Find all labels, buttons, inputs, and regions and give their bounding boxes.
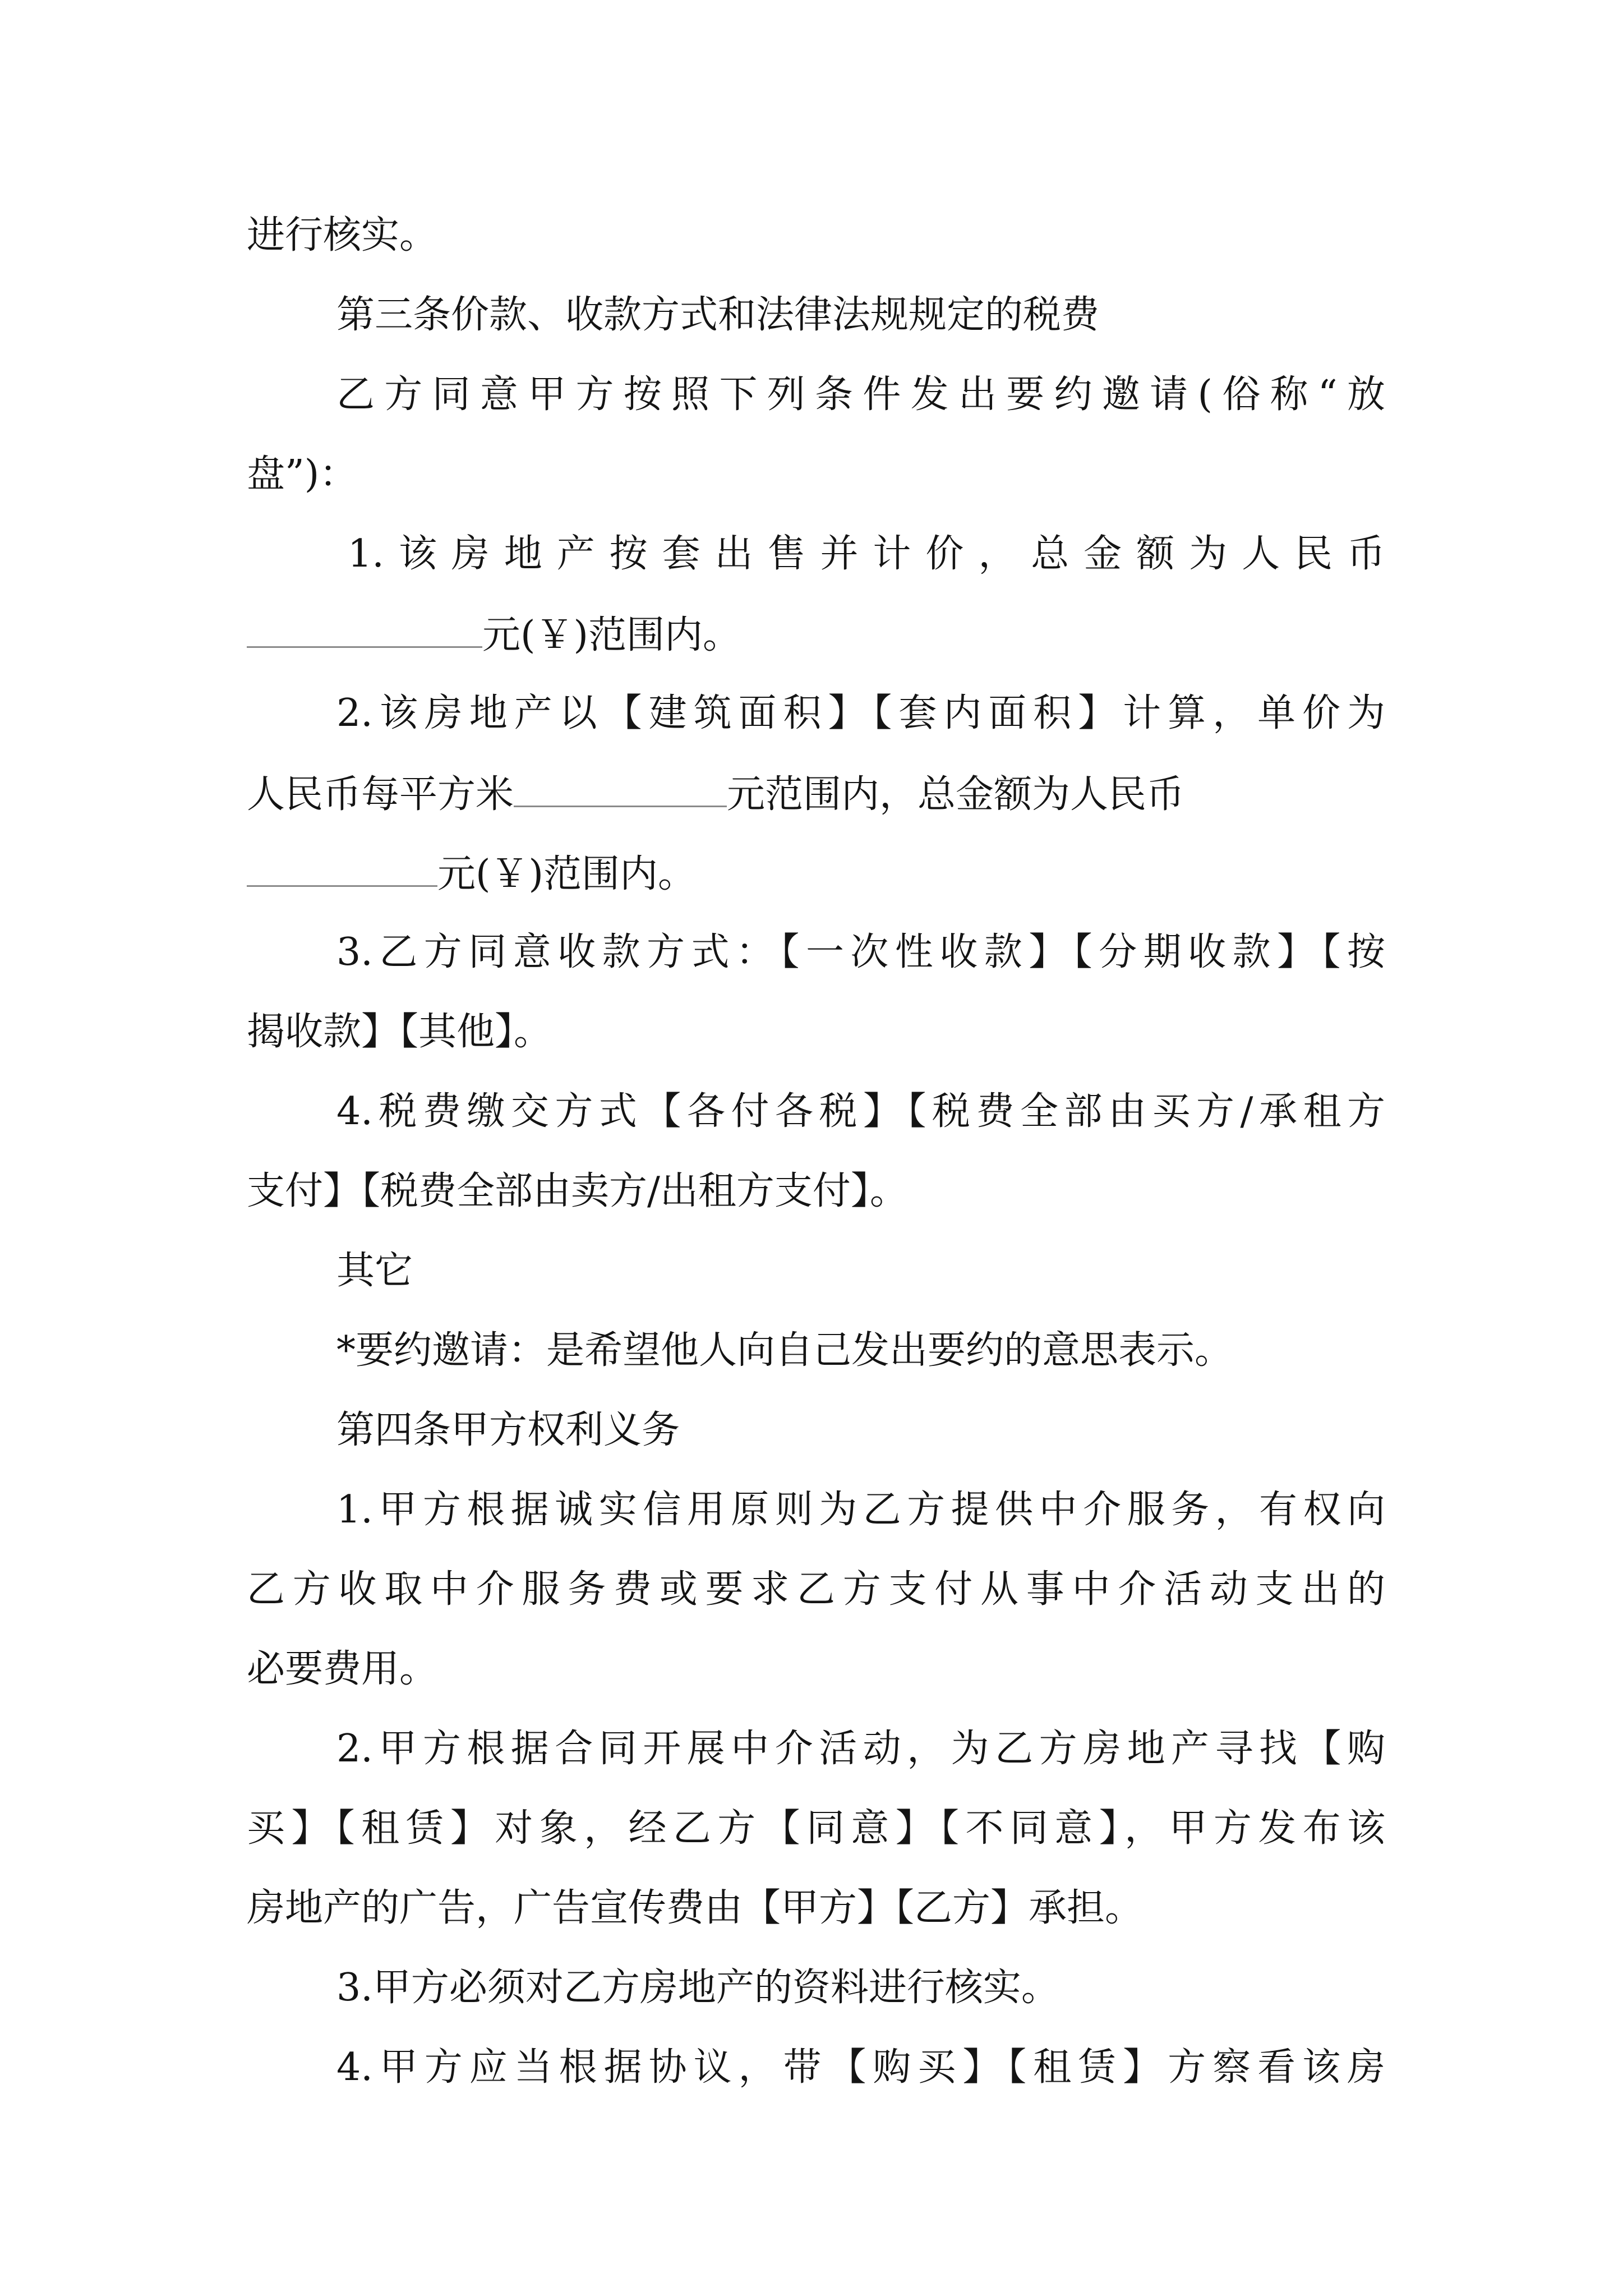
text-line: 元(￥)范围内。: [482, 613, 741, 657]
text-line: 第三条价款、收款方式和法律法规规定的税费: [336, 293, 1100, 337]
list-item-line: [247, 845, 1385, 901]
section-heading: [336, 1402, 1385, 1458]
text-line: 人民币每平方米: [247, 772, 514, 817]
paragraph-line: [247, 208, 1385, 264]
text-line: 揭收款】【其他】。: [247, 1010, 552, 1054]
text-line: 元(￥)范围内。: [437, 852, 697, 896]
list-item-line: [247, 1163, 1385, 1220]
list-item-line: [336, 1482, 1385, 1538]
list-item-line: [247, 1641, 1385, 1697]
list-item-line: [336, 1084, 1385, 1140]
paragraph-line: [336, 1243, 1385, 1299]
list-item-line: [336, 924, 1385, 981]
text-line: 进行核实。: [247, 213, 438, 257]
list-item-line: [247, 765, 1385, 821]
fill-in-blank: [247, 606, 482, 648]
text-line: 其它: [336, 1249, 413, 1293]
note-line: [336, 1323, 1385, 1379]
list-item-line: [247, 1562, 1385, 1618]
list-item-line: [336, 2040, 1385, 2096]
text-line: 2.该房地产以【建筑面积】【套内面积】计算，单价为: [336, 691, 1385, 735]
text-line: 1.该房地产按套出售并计价，总金额为人民币: [348, 532, 1385, 576]
list-item-line: [247, 606, 1385, 662]
paragraph-line: [336, 367, 1385, 423]
text-line: 支付】【税费全部由卖方/出租方支付】。: [247, 1169, 908, 1213]
list-item-line: [336, 1960, 1385, 2016]
text-line: 1.甲方根据诚实信用原则为乙方提供中介服务，有权向: [336, 1488, 1385, 1532]
fill-in-blank: [514, 765, 727, 807]
list-item-line: [247, 1880, 1385, 1936]
text-line: 房地产的广告，广告宣传费由【甲方】【乙方】承担。: [247, 1886, 1144, 1930]
fill-in-blank: [247, 845, 437, 887]
list-item-line: [247, 1801, 1385, 1857]
list-item-line: [336, 685, 1385, 742]
text-line: *要约邀请：是希望他人向自己发出要约的意思表示。: [336, 1328, 1233, 1373]
paragraph-line: [247, 447, 1385, 503]
text-line: 乙方收取中介服务费或要求乙方支付从事中介活动支出的: [247, 1567, 1385, 1612]
text-line: 第四条甲方权利义务: [336, 1408, 680, 1452]
text-line: 2.甲方根据合同开展中介活动，为乙方房地产寻找【购: [336, 1727, 1385, 1771]
text-line: 乙方同意甲方按照下列条件发出要约邀请(俗称“放: [336, 372, 1385, 417]
section-heading: [336, 287, 1385, 343]
list-item-line: [348, 526, 1385, 582]
text-line: 3.乙方同意收款方式：【一次性收款】【分期收款】【按: [336, 930, 1385, 974]
list-item-line: [247, 1004, 1385, 1060]
text-line: 买】【租赁】对象，经乙方【同意】【不同意】，甲方发布该: [247, 1806, 1385, 1851]
text-line: 元范围内，总金额为人民币: [727, 772, 1185, 817]
text-line: 3.甲方必须对乙方房地产的资料进行核实。: [336, 1966, 1059, 2010]
text-line: 盘”)：: [247, 452, 358, 496]
list-item-line: [336, 1721, 1385, 1777]
text-line: 4.甲方应当根据协议，带【购买】【租赁】方察看该房: [336, 2045, 1385, 2090]
text-line: 必要费用。: [247, 1647, 438, 1691]
text-line: 4.税费缴交方式【各付各税】【税费全部由买方/承租方: [336, 1089, 1385, 1134]
